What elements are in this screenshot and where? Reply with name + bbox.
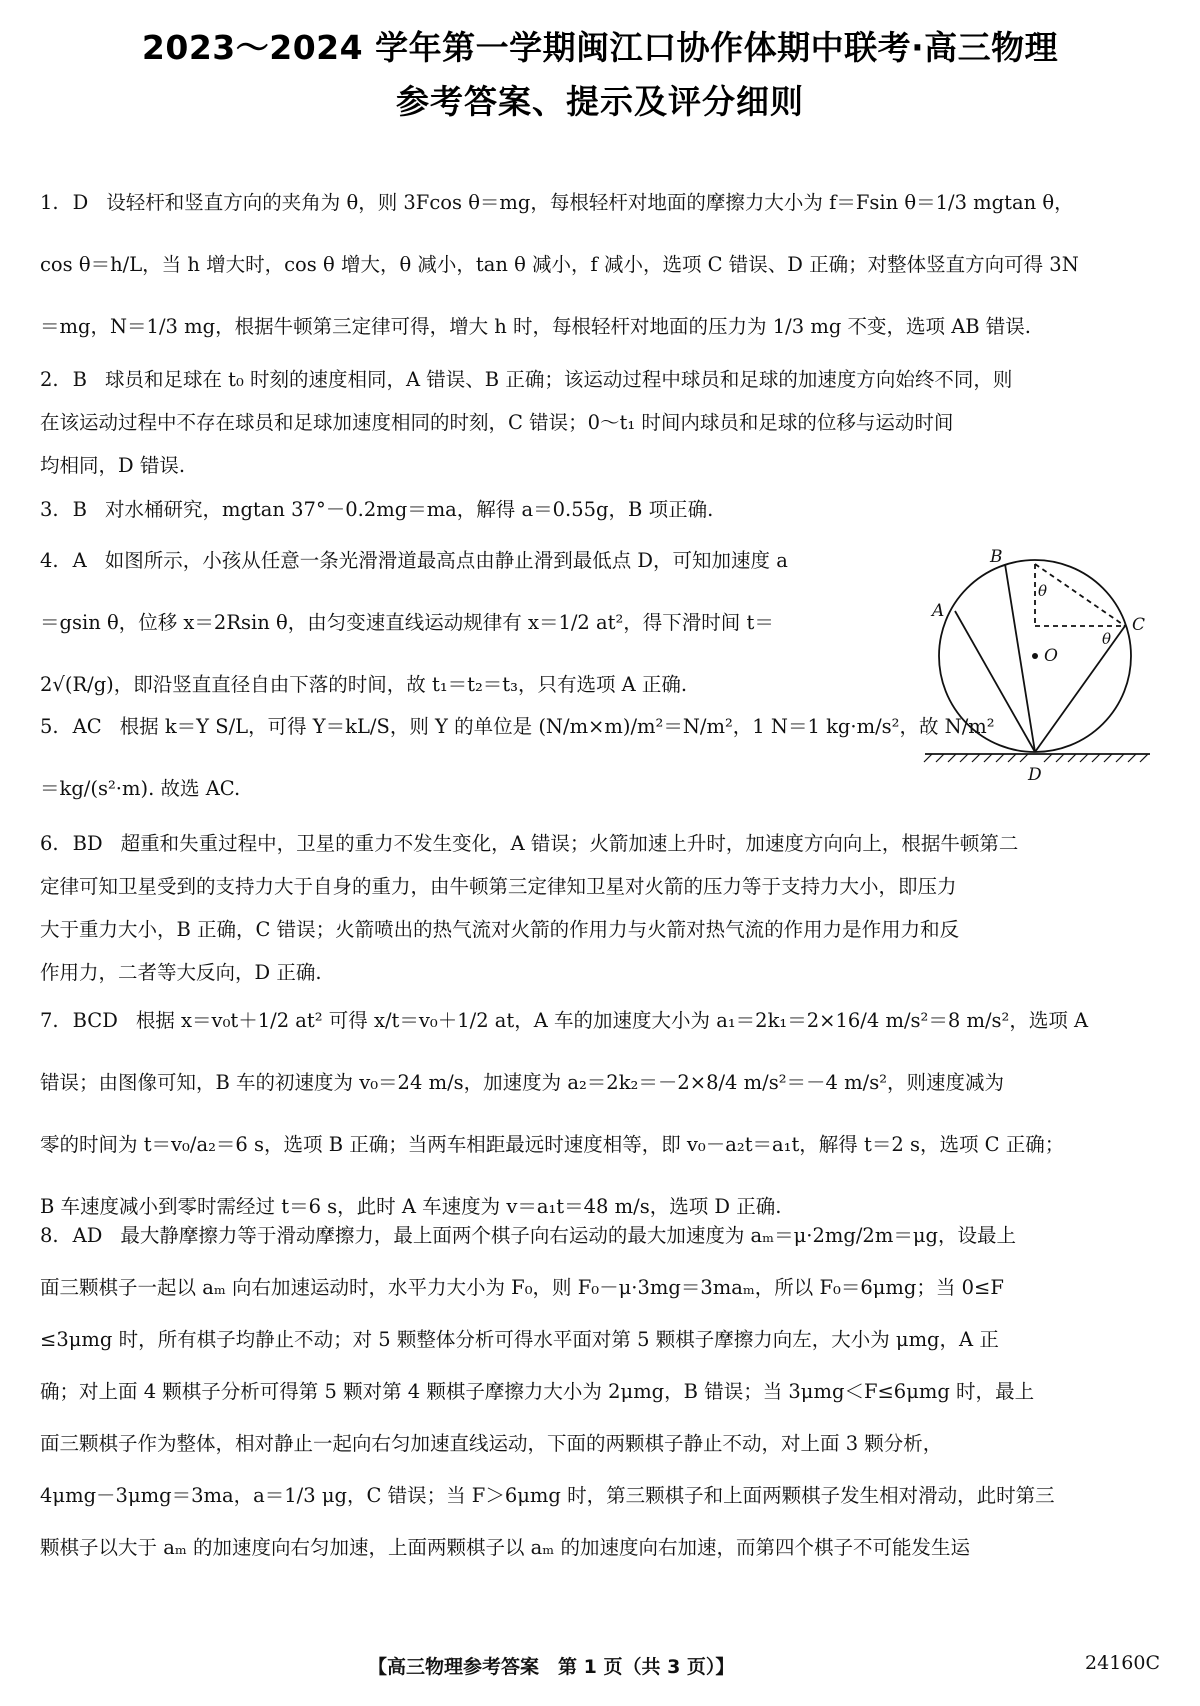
question-answer: B <box>72 368 87 391</box>
question-line: 确；对上面 4 颗棋子分析可得第 5 颗对第 4 颗棋子摩擦力大小为 2μmg，B 错误；当 3μmg＜F≤6μmg 时，最上 <box>40 1380 1035 1403</box>
question-line: 均相同，D 错误. <box>40 454 186 477</box>
footer-code: 24160C <box>1085 1652 1160 1674</box>
question-line: 超重和失重过程中，卫星的重力不发生变化，A 错误；火箭加速上升时，加速度方向向上，根据牛顿第二 <box>120 832 1019 855</box>
question-answer: AC <box>72 715 102 738</box>
label-b: B <box>990 547 1003 567</box>
question-number: 6. <box>40 832 59 855</box>
label-theta-top: θ <box>1038 582 1048 600</box>
question-3 <box>40 488 1162 531</box>
question-line: 如图所示，小孩从任意一条光滑滑道最高点由静止滑到最低点 D，可知加速度 a <box>104 549 788 572</box>
page-subtitle: 参考答案、提示及评分细则 <box>396 82 804 121</box>
question-number: 3. <box>40 498 59 521</box>
question-line: 定律可知卫星受到的支持力大于自身的重力，由牛顿第三定律知卫星对火箭的压力等于支持力大小，即压力 <box>40 875 957 898</box>
question-2 <box>40 358 1162 487</box>
question-line: 2√(R/g)，即沿竖直直径自由下落的时间，故 t₁＝t₂＝t₃，只有选项 A 正确. <box>40 673 688 696</box>
label-a: A <box>932 601 945 621</box>
question-1 <box>40 172 1162 358</box>
question-line: B 车速度减小到零时需经过 t＝6 s，此时 A 车速度为 v＝a₁t＝48 m/s，选项 D 正确. <box>40 1195 782 1218</box>
question-answer: B <box>72 498 87 521</box>
question-number: 2. <box>40 368 59 391</box>
label-theta-right: θ <box>1102 630 1112 648</box>
question-line: 球员和足球在 t₀ 时刻的速度相同，A 错误、B 正确；该运动过程中球员和足球的加速度方向始终不同，则 <box>104 368 1013 391</box>
footer-page-info: 【高三物理参考答案 第 1 页（共 3 页）】 <box>368 1656 735 1678</box>
question-4 <box>40 530 900 716</box>
question-line: 4μmg－3μmg＝3ma，a＝1/3 μg，C 错误；当 F＞6μmg 时，第三颗棋子和上面两颗棋子发生相对滑动，此时第三 <box>40 1484 1055 1507</box>
question-answer: BD <box>72 832 103 855</box>
question-number: 4. <box>40 549 59 572</box>
question-line: 面三颗棋子一起以 aₘ 向右加速运动时，水平力大小为 F₀，则 F₀－μ·3mg＝3maₘ，所以 F₀＝6μmg；当 0≤F <box>40 1276 1004 1299</box>
question-line: 大于重力大小，B 正确，C 错误；火箭喷出的热气流对火箭的作用力与火箭对热气流的作用力是作用力和反 <box>40 918 960 941</box>
question-number: 7. <box>40 1009 59 1032</box>
question-number: 8. <box>40 1224 59 1247</box>
question-line: 对水桶研究，mgtan 37°－0.2mg＝ma，解得 a＝0.55g，B 项正确. <box>104 498 714 521</box>
question-line: 错误；由图像可知，B 车的初速度为 v₀＝24 m/s，加速度为 a₂＝2k₂＝－2×8/4 m/s²＝－4 m/s²，则速度减为 <box>40 1071 1005 1094</box>
question-line: ＝mg，N＝1/3 mg，根据牛顿第三定律可得，增大 h 时，每根轻杆对地面的压力为 1/3 mg 不变，选项 AB 错误. <box>40 315 1032 338</box>
dashed-chord <box>1035 564 1125 626</box>
question-line: 设轻杆和竖直方向的夹角为 θ，则 3Fcos θ＝mg，每根轻杆对地面的摩擦力大小为 f＝Fsin θ＝1/3 mgtan θ， <box>106 191 1074 214</box>
question-line: cos θ＝h/L，当 h 增大时，cos θ 增大，θ 减小，tan θ 减小，f 减小，选项 C 错误、D 正确；对整体竖直方向可得 3N <box>40 253 1079 276</box>
question-line: 颗棋子以大于 aₘ 的加速度向右匀加速，上面两颗棋子以 aₘ 的加速度向右加速，而第四个棋子不可能发生运 <box>40 1536 970 1559</box>
label-o: O <box>1044 646 1058 666</box>
question-line: ＝gsin θ，位移 x＝2Rsin θ，由匀变速直线运动规律有 x＝1/2 at²，得下滑时间 t＝ <box>40 611 774 634</box>
question-answer: A <box>72 549 87 572</box>
label-d: D <box>1028 765 1042 785</box>
label-c: C <box>1132 615 1146 635</box>
question-line: 最大静摩擦力等于滑动摩擦力，最上面两个棋子向右运动的最大加速度为 aₘ＝μ·2mg/2m＝μg，设最上 <box>120 1224 1016 1247</box>
question-line: ＝kg/(s²·m). 故选 AC. <box>40 777 241 800</box>
question-line: 在该运动过程中不存在球员和足球加速度相同的时刻，C 错误；0～t₁ 时间内球员和足球的位移与运动时间 <box>40 411 954 434</box>
question-7 <box>40 990 1162 1238</box>
question-line: 零的时间为 t＝v₀/a₂＝6 s，选项 B 正确；当两车相距最远时速度相等，即 v₀－a₂t＝a₁t，解得 t＝2 s，选项 C 正确； <box>40 1133 1065 1156</box>
question-line: 根据 x＝v₀t＋1/2 at² 可得 x/t＝v₀＋1/2 at，A 车的加速度大小为 a₁＝2k₁＝2×16/4 m/s²＝8 m/s²，选项 A <box>135 1009 1089 1032</box>
question-line: 根据 k＝Y S/L，可得 Y＝kL/S，则 Y 的单位是 (N/m×m)/m²＝N/m²，1 N＝1 kg·m/s²，故 N/m² <box>119 715 995 738</box>
question-8 <box>40 1210 1162 1574</box>
question-6 <box>40 822 1162 994</box>
question-answer: BCD <box>72 1009 118 1032</box>
question-number: 5. <box>40 715 59 738</box>
page-title: 2023～2024 学年第一学期闽江口协作体期中联考·高三物理 <box>141 28 1059 67</box>
question-answer: AD <box>72 1224 103 1247</box>
question-line: 作用力，二者等大反向，D 正确. <box>40 961 322 984</box>
center-point <box>1032 653 1038 659</box>
question-5 <box>40 696 1162 820</box>
question-answer: D <box>72 191 89 214</box>
question-line: ≤3μmg 时，所有棋子均静止不动；对 5 颗整体分析可得水平面对第 5 颗棋子摩擦力向左，大小为 μmg，A 正 <box>40 1328 999 1351</box>
question-number: 1. <box>40 191 59 214</box>
question-line: 面三颗棋子作为整体，相对静止一起向右匀加速直线运动，下面的两颗棋子静止不动，对上面 3 颗分析， <box>40 1432 943 1455</box>
